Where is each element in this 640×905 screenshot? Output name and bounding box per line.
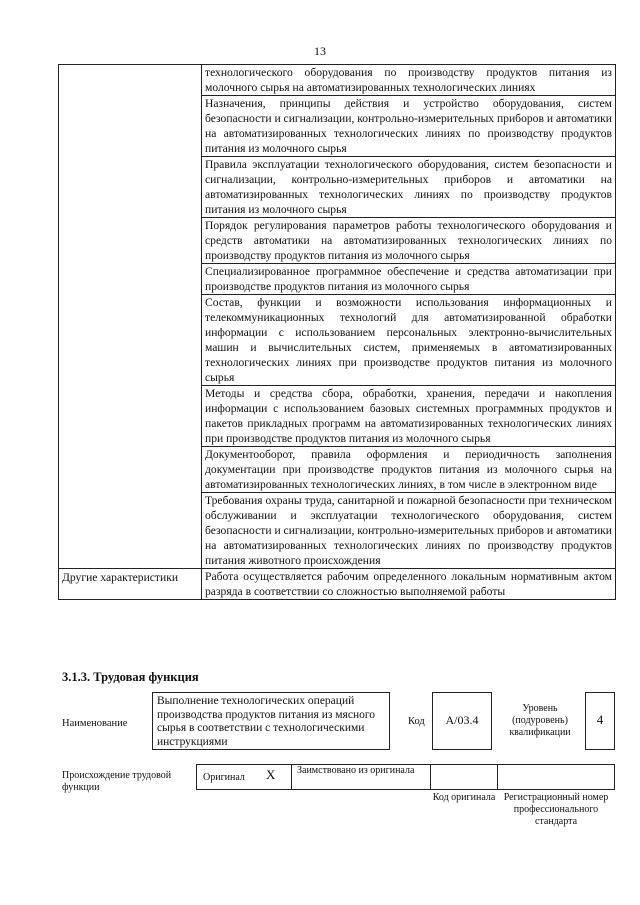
row-text: Порядок регулирования параметров работы технологического оборудования и средств автоматики на автоматизированных технологических линиях по производству продуктов питания из молочного сырья [202, 218, 616, 264]
row-label: Другие характеристики [59, 569, 202, 600]
row-text: Работа осуществляется рабочим определенного локальным нормативным актом разряда в соответствии со сложностью выполняемой работы [202, 569, 616, 600]
row-text: Специализированное программное обеспечение и средства автоматизации при производстве продуктов питания из молочного сырья [202, 264, 616, 295]
code-value: A/03.4 [445, 713, 479, 727]
reg-number-caption: Регистрационный номер профессионального стандарта [503, 792, 609, 827]
row-text: Правила эксплуатации технологического оборудования, систем безопасности и сигнализации, контрольно-измерительных приборов и автоматики на автоматизированных технологических линиях по производству продуктов питания из молочного сырья [202, 157, 616, 218]
level-value: 4 [596, 712, 604, 727]
name-value: Выполнение технологических операций производства продуктов питания из мясного сырья в соответствии с технологическими инструкциями [157, 695, 376, 748]
row-text: Состав, функции и возможности использования информационных и телекоммуникационных технологий для автоматизированной обработки информации с использованием персональных электронно-вычислительных машин и вычислительных систем, применяемых в автоматизированных технологических линиях при производстве продуктов питания из молочного сырья [202, 295, 616, 386]
level-label: Уровень (подуровень) квалификации [509, 703, 571, 738]
origin-label: Происхождение трудовой функции [62, 770, 172, 793]
row-text: Методы и средства сбора, обработки, хранения, передачи и накопления информации с использованием базовых системных программных продуктов и пакетов прикладных программ на автоматизированных технологических линиях при производстве продуктов питания из молочного сырья [202, 386, 616, 447]
borrowed-label: Заимствовано из оригинала [297, 765, 415, 776]
row-label [59, 65, 202, 569]
code-original-box [430, 764, 498, 790]
section-title: 3.1.3. Трудовая функция [62, 670, 199, 684]
original-mark: X [266, 767, 276, 782]
row-text: Требования охраны труда, санитарной и пожарной безопасности при техническом обслуживании и эксплуатации технологического оборудования, систем безопасности и сигнализации, контрольно-измерительных приборов и автоматики на автоматизированных технологических линиях по производству продуктов питания животного происхождения [202, 493, 616, 569]
page-number: 13 [314, 44, 326, 58]
name-label: Наименование [62, 718, 128, 729]
table-row [59, 65, 616, 96]
row-text: технологического оборудования по производству продуктов питания из молочного сырья на автоматизированных технологических линиях [202, 65, 616, 96]
original-label: Оригинал [203, 772, 245, 783]
code-original-caption: Код оригинала [432, 792, 496, 803]
knowledge-table [58, 64, 616, 600]
code-label: Код [408, 716, 425, 727]
row-text: Назначения, принципы действия и устройство оборудования, систем безопасности и сигнализации, контрольно-измерительных приборов и автоматики на автоматизированных технологических линиях по производству продуктов питания из молочного сырья [202, 96, 616, 157]
row-text: Документооборот, правила оформления и периодичность заполнения документации при производстве продуктов питания из молочного сырья на автоматизированных технологических линиях, в том числе в электронном виде [202, 447, 616, 493]
table-row [59, 569, 616, 600]
reg-number-box [497, 764, 615, 790]
